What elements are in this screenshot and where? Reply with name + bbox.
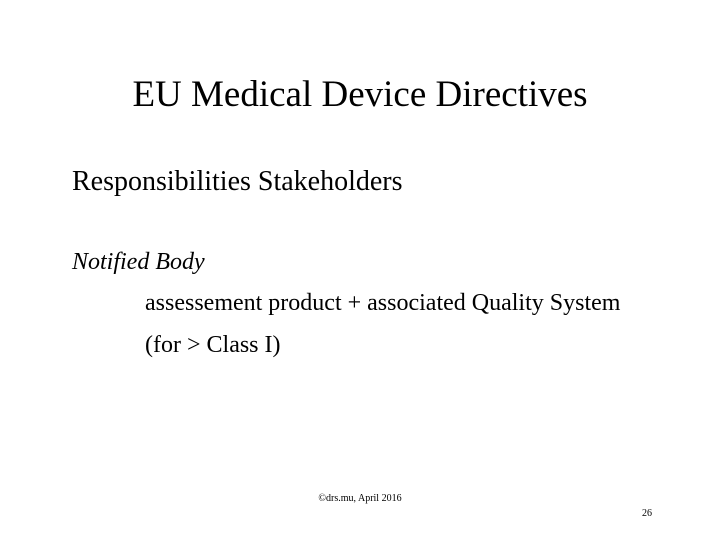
body-line-assessment: assessement product + associated Quality System [145, 290, 621, 316]
slide-title: EU Medical Device Directives [132, 74, 588, 115]
footer-credit: ©drs.mu, April 2016 [318, 493, 402, 504]
notified-body-heading: Notified Body [72, 249, 205, 275]
body-line-class: (for > Class I) [145, 332, 281, 358]
slide-subtitle: Responsibilities Stakeholders [72, 166, 403, 197]
page-number: 26 [642, 508, 652, 519]
